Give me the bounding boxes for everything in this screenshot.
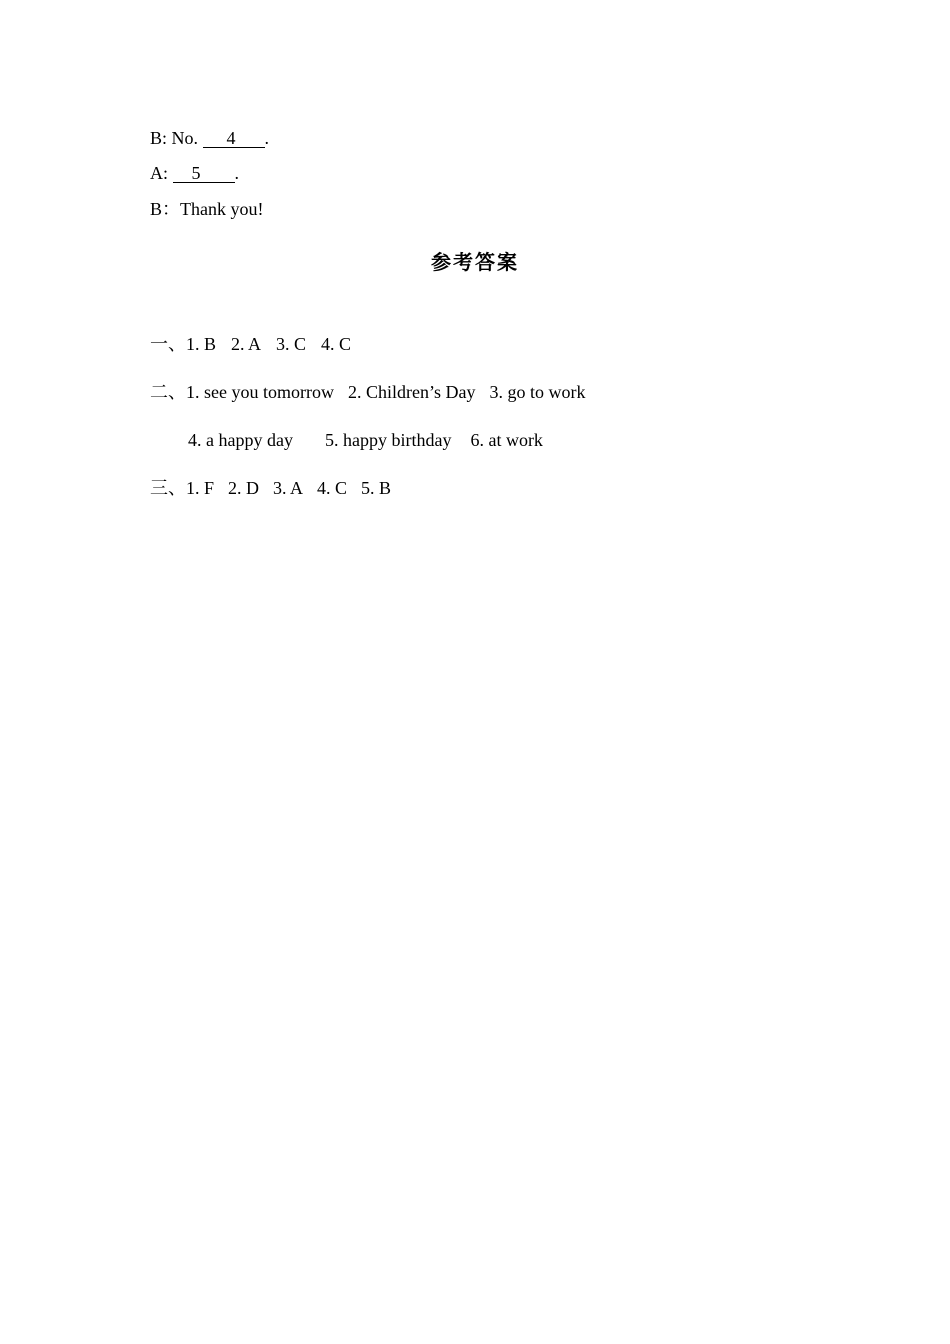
answer-blank-5: 5 bbox=[173, 164, 235, 183]
section-1-prefix: 一、 bbox=[150, 334, 186, 354]
answer-section-2-row-2 bbox=[188, 429, 543, 451]
answer-item: 1. F bbox=[186, 478, 215, 498]
answer-item: 1. B bbox=[186, 334, 217, 354]
answer-item: 1. see you tomorrow bbox=[186, 382, 334, 402]
dialogue-line-b-thanks: B：Thank you! bbox=[150, 199, 264, 219]
answer-item: 2. D bbox=[228, 478, 260, 498]
line-end: . bbox=[234, 163, 239, 183]
answer-item: 4. C bbox=[321, 334, 352, 354]
answer-item: 3. A bbox=[273, 478, 304, 498]
answer-item: 5. B bbox=[361, 478, 392, 498]
speaker-a-label: A: bbox=[150, 163, 173, 183]
answer-key-title: 参考答案 bbox=[431, 250, 519, 274]
answer-item: 3. go to work bbox=[489, 382, 586, 402]
answer-section-3 bbox=[150, 477, 391, 499]
answer-item: 2. Children’s Day bbox=[347, 382, 476, 402]
speaker-b-label: B: No. bbox=[150, 128, 203, 148]
answer-item: 4. C bbox=[317, 478, 348, 498]
answer-section-2-row-1 bbox=[150, 381, 585, 403]
section-3-prefix: 三、 bbox=[150, 478, 186, 498]
dialogue-line-a bbox=[150, 162, 239, 184]
answer-item: 3. C bbox=[276, 334, 307, 354]
answer-item: 4. a happy day bbox=[188, 430, 293, 450]
line-end: . bbox=[264, 128, 270, 148]
dialogue-line-b-number bbox=[150, 127, 269, 149]
answer-item: 5. happy birthday bbox=[324, 430, 452, 450]
answer-item: 2. A bbox=[231, 334, 262, 354]
answer-item: 6. at work bbox=[470, 430, 543, 450]
answer-section-1 bbox=[150, 333, 351, 355]
section-2-prefix: 二、 bbox=[150, 382, 186, 402]
answer-blank-4: 4 bbox=[203, 129, 265, 148]
